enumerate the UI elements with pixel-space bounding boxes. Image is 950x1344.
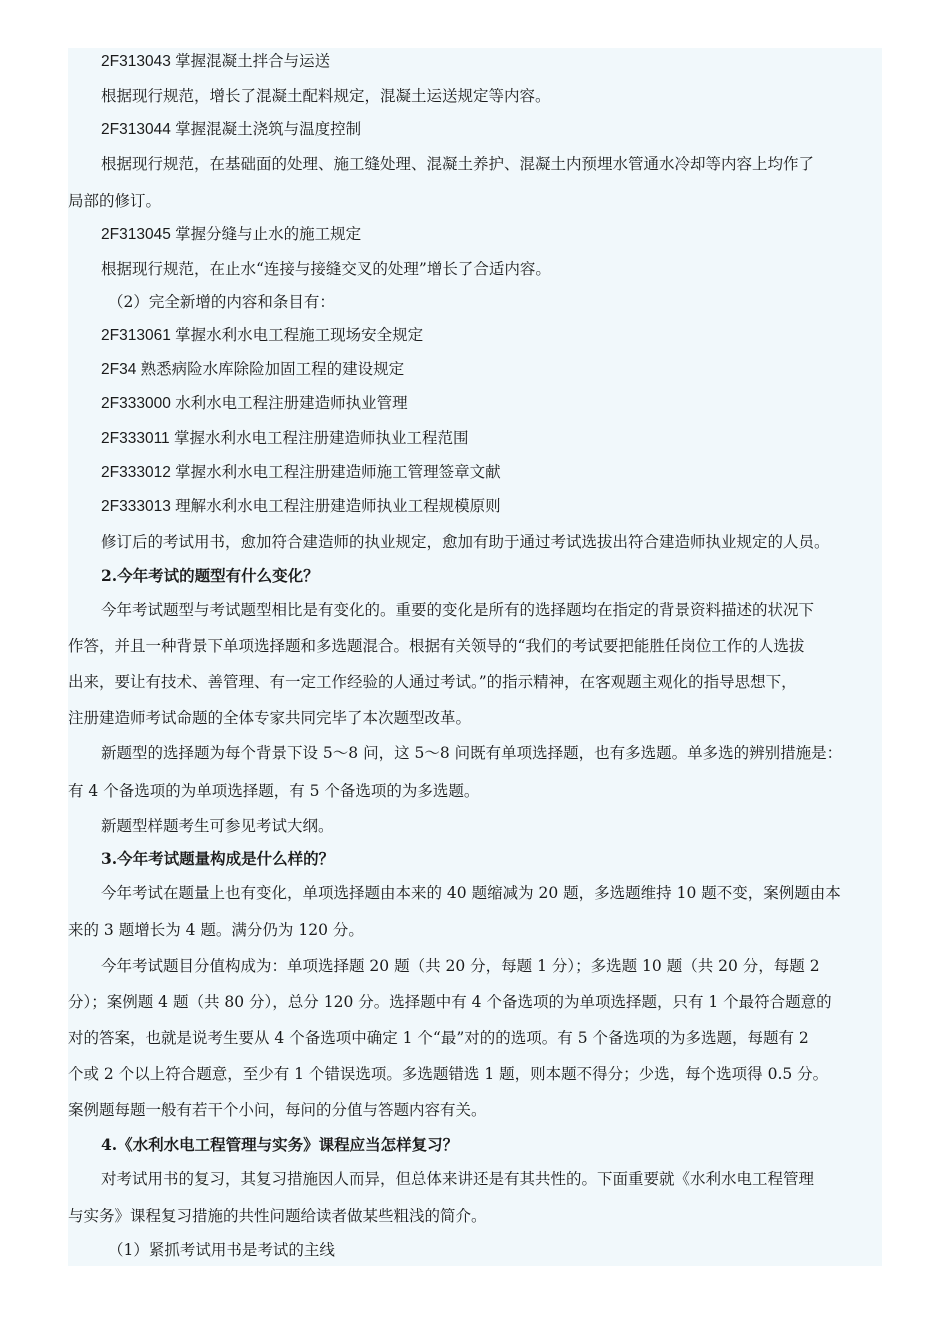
section-code-line: 2F333013 理解水利水电工程注册建造师执业工程规模原则 [101, 498, 501, 515]
paragraph-line: 出来，要让有技术、善管理、有一定工作经验的人通过考试。”的指示精神，在客观题主观化的指导思想下， [68, 673, 797, 691]
paragraph-line: 作答，并且一种背景下单项选择题和多选题混合。根据有关领导的“我们的考试要把能胜任岗位工作的人选拔 [68, 637, 805, 655]
paragraph-line: 根据现行规范，增长了混凝土配料规定，混凝土运送规定等内容。 [101, 87, 551, 105]
section-code-line: 2F313043 掌握混凝土拌合与运送 [101, 53, 331, 70]
subheading-line: （1）紧抓考试用书是考试的主线 [108, 1241, 335, 1259]
question-heading: 3.今年考试题量构成是什么样的？ [101, 849, 335, 868]
paragraph-line: 来的 3 题增长为 4 题。满分仍为 120 分。 [68, 921, 364, 939]
section-code-line: 2F313044 掌握混凝土浇筑与温度控制 [101, 121, 362, 138]
paragraph-line: 修订后的考试用书，愈加符合建造师的执业规定，愈加有助于通过考试选拔出符合建造师执业规定的人员。 [101, 533, 830, 551]
paragraph-line: 对的答案，也就是说考生要从 4 个备选项中确定 1 个“最”对的的选项。有 5 个备选项的为多选题，每题有 2 [68, 1029, 809, 1047]
section-code-line: 2F313061 掌握水利水电工程施工现场安全规定 [101, 327, 424, 344]
question-heading: 2.今年考试的题型有什么变化？ [101, 566, 319, 585]
subheading-line: （2）完全新增的内容和条目有： [108, 293, 335, 311]
paragraph-line: 分）；案例题 4 题（共 80 分），总分 120 分。选择题中有 4 个备选项的为单项选择题，只有 1 个最符合题意的 [68, 993, 832, 1011]
paragraph-line: 新题型的选择题为每个背景下设 5～8 问，这 5～8 问既有单项选择题，也有多选题。单多选的辨别措施是： [101, 744, 843, 762]
section-code-line: 2F34 熟悉病险水库除险加固工程的建设规定 [101, 361, 405, 378]
paragraph-line: 今年考试题型与考试题型相比是有变化的。重要的变化是所有的选择题均在指定的背景资料描述的状况下 [101, 601, 815, 619]
paragraph-line: 案例题每题一般有若干个小问，每问的分值与答题内容有关。 [68, 1101, 487, 1119]
paragraph-line: 根据现行规范，在基础面的处理、施工缝处理、混凝土养护、混凝土内预埋水管通水冷却等内容上均作了 [101, 155, 815, 173]
section-code-line: 2F333012 掌握水利水电工程注册建造师施工管理签章文献 [101, 464, 501, 481]
paragraph-line: 根据现行规范，在止水“连接与接缝交叉的处理”增长了合适内容。 [101, 260, 551, 278]
question-heading: 4.《水利水电工程管理与实务》课程应当怎样复习？ [101, 1135, 459, 1154]
section-code-line: 2F313045 掌握分缝与止水的施工规定 [101, 226, 362, 243]
paragraph-line: 与实务》课程复习措施的共性问题给读者做某些粗浅的简介。 [68, 1207, 487, 1225]
paragraph-line: 今年考试在题量上也有变化，单项选择题由本来的 40 题缩减为 20 题，多选题维持 10 题不变，案例题由本 [101, 884, 841, 902]
paragraph-line: 新题型样题考生可参见考试大纲。 [101, 817, 334, 835]
document-page [68, 48, 882, 1266]
paragraph-line: 注册建造师考试命题的全体专家共同完毕了本次题型改革。 [68, 709, 472, 727]
paragraph-line: 对考试用书的复习，其复习措施因人而异，但总体来讲还是有其共性的。下面重要就《水利水电工程管理 [101, 1170, 815, 1188]
section-code-line: 2F333011 掌握水利水电工程注册建造师执业工程范围 [101, 430, 469, 447]
section-code-line: 2F333000 水利水电工程注册建造师执业管理 [101, 395, 408, 412]
paragraph-line: 局部的修订。 [68, 192, 162, 210]
paragraph-line: 今年考试题目分值构成为：单项选择题 20 题（共 20 分，每题 1 分）；多选题 10 题（共 20 分，每题 2 [101, 957, 820, 975]
paragraph-line: 个或 2 个以上符合题意，至少有 1 个错误选项。多选题错选 1 题，则本题不得分；少选，每个选项得 0.5 分。 [68, 1065, 829, 1083]
paragraph-line: 有 4 个备选项的为单项选择题，有 5 个备选项的为多选题。 [68, 782, 480, 800]
